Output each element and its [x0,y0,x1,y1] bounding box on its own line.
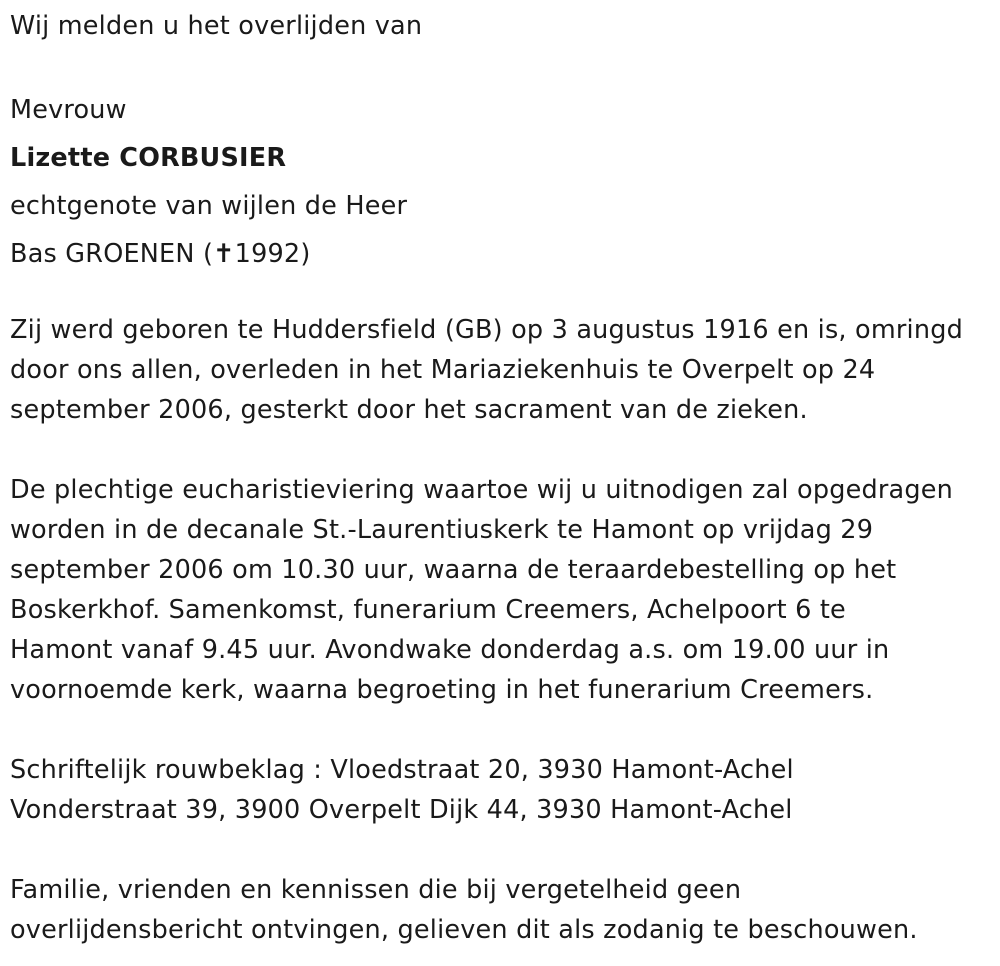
salutation: Mevrouw [10,95,127,125]
spacer [10,710,995,750]
spacer [10,46,995,86]
birth-paragraph [10,310,995,430]
paragraph-line: voornoemde kerk, waarna begroeting in het funerarium Creemers. [10,675,874,705]
paragraph-line: september 2006 om 10.30 uur, waarna de teraardebestelling op het [10,555,897,585]
intro-text: Wij melden u het overlijden van [10,11,423,41]
paragraph-line: Zij werd geboren te Huddersfield (GB) op 3 augustus 1916 en is, omringd [10,315,963,345]
spacer [10,430,995,470]
paragraph-line: De plechtige eucharistieviering waartoe wij u uitnodigen zal opgedragen [10,475,954,505]
paragraph-line: overlijdensbericht ontvingen, gelieven dit als zodanig te beschouwen. [10,915,918,945]
deceased-name: Lizette CORBUSIER [10,143,287,173]
ceremony-paragraph [10,470,995,710]
paragraph-line: Familie, vrienden en kennissen die bij vergetelheid geen [10,875,742,905]
paragraph-line: door ons allen, overleden in het Mariaziekenhuis te Overpelt op 24 [10,355,876,385]
closing-paragraph [10,870,995,950]
paragraph-line: worden in de decanale St.-Laurentiuskerk te Hamont op vrijdag 29 [10,515,874,545]
paragraph-line: september 2006, gesterkt door het sacrament van de zieken. [10,395,808,425]
death-notice [10,6,995,950]
condolence-paragraph [10,750,995,830]
paragraph-line: Schriftelijk rouwbeklag : Vloedstraat 20, 3930 Hamont-Achel [10,755,794,785]
spacer [10,830,995,870]
spacer [10,278,995,310]
spouse-name: Bas GROENEN (✝1992) [10,239,311,269]
paragraph-line: Vonderstraat 39, 3900 Overpelt Dijk 44, 3930 Hamont-Achel [10,795,793,825]
paragraph-line: Hamont vanaf 9.45 uur. Avondwake donderdag a.s. om 19.00 uur in [10,635,890,665]
relation-text: echtgenote van wijlen de Heer [10,191,408,221]
paragraph-line: Boskerkhof. Samenkomst, funerarium Creemers, Achelpoort 6 te [10,595,846,625]
